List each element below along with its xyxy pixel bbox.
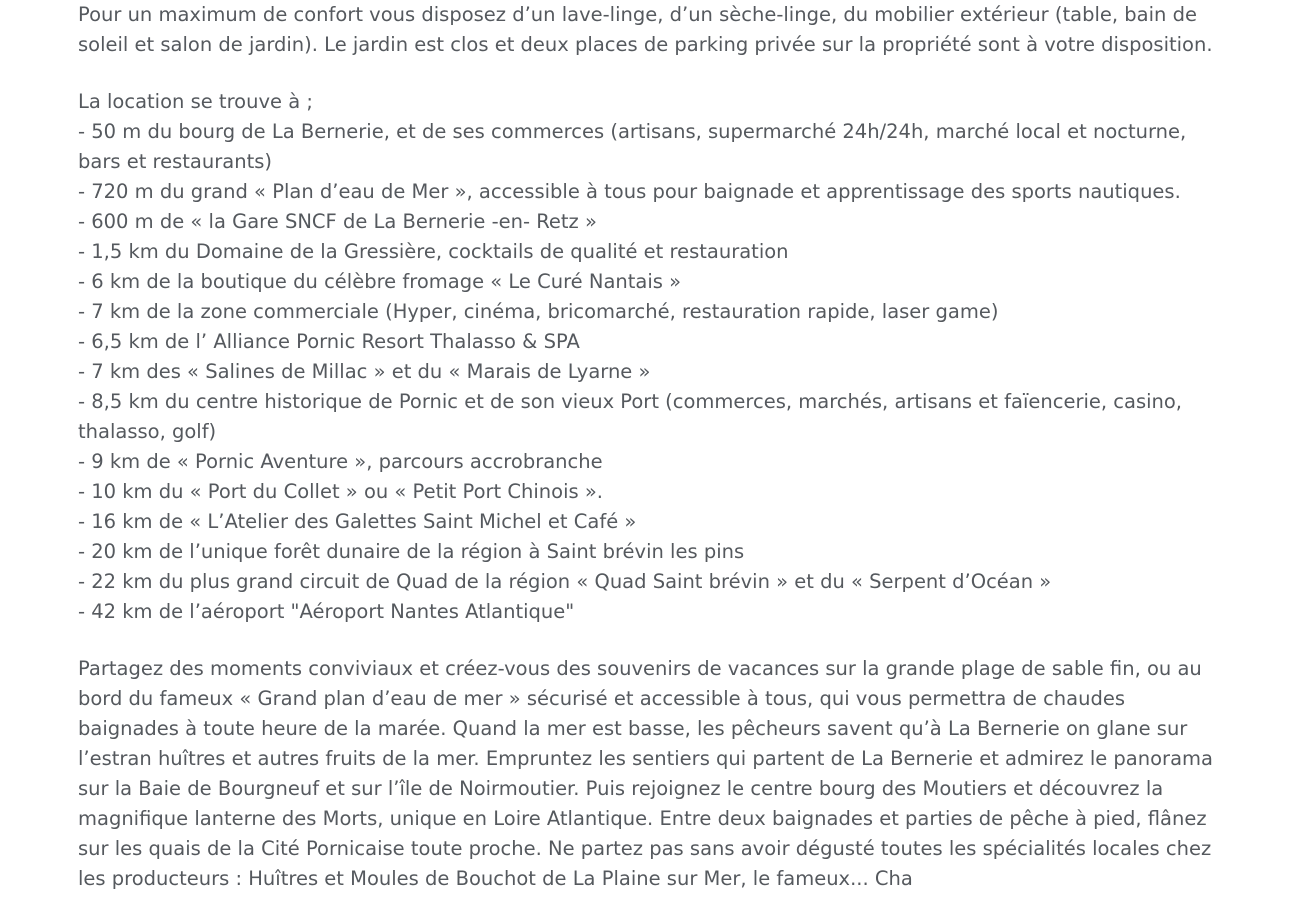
intro-text: Pour un maximum de confort vous disposez d’un lave-linge, d’un sèche-linge, du mobilier extérieur (table, bain de soleil et salon de jardin). Le jardin est clos et deux places de parking privée sur la propriété sont à votre disposition. (78, 3, 1213, 56)
location-item: - 16 km de « L’Atelier des Galettes Saint Michel et Café » (78, 510, 637, 533)
location-item: - 1,5 km du Domaine de la Gressière, cocktails de qualité et restauration (78, 240, 789, 263)
location-item: - 6,5 km de l’ Alliance Pornic Resort Thalasso & SPA (78, 330, 580, 353)
outro-text: Partagez des moments conviviaux et créez-vous des souvenirs de vacances sur la grande plage de sable fin, ou au bord du fameux « Grand plan d’eau de mer » sécurisé et accessible à tous, qui vous permettra de chaudes baignades à toute heure de la marée. Quand la mer est basse, les pêcheurs savent qu’à La Bernerie on glane sur l’estran huîtres et autres fruits de la mer. Empruntez les sentiers qui partent de La Bernerie et admirez le panorama sur la Baie de Bourgneuf et sur l’île de Noirmoutier. Puis rejoignez le centre bourg des Moutiers et découvrez la magnifique lanterne des Morts, unique en Loire Atlantique. Entre deux baignades et parties de pêche à pied, flânez sur les quais de la Cité Pornicaise toute proche. Ne partez pas sans avoir dégusté toutes les (78, 657, 1213, 860)
location-item: - 7 km de la zone commerciale (Hyper, cinéma, bricomarché, restauration rapide, laser game) (78, 300, 999, 323)
outro-paragraph (78, 654, 1222, 894)
location-item: - 7 km des « Salines de Millac » et du « Marais de Lyarne » (78, 360, 651, 383)
location-item: - 50 m du bourg de La Bernerie, et de ses commerces (artisans, supermarché 24h/24h, marché local et nocturne, bars et restaurants) (78, 120, 1187, 173)
location-heading: La location se trouve à ; (78, 90, 313, 113)
location-item: - 600 m de « la Gare SNCF de La Bernerie -en- Retz » (78, 210, 597, 233)
location-item: - 20 km de l’unique forêt dunaire de la région à Saint brévin les pins (78, 540, 745, 563)
location-item: - 42 km de l’aéroport "Aéroport Nantes Atlantique" (78, 600, 575, 623)
intro-paragraph (78, 0, 1222, 60)
location-item: - 22 km du plus grand circuit de Quad de la région « Quad Saint brévin » et du « Serpent d’Océan » (78, 570, 1052, 593)
location-item: - 8,5 km du centre historique de Pornic et de son vieux Port (commerces, marchés, artisans et faïencerie, casino, thalasso, golf) (78, 390, 1183, 443)
location-item: - 6 km de la boutique du célèbre fromage « Le Curé Nantais » (78, 270, 682, 293)
location-list (78, 87, 1222, 627)
outro-clipped-text: spécialités locales chez les producteurs : Huîtres et Moules de Bouchot de La Plaine sur Mer, le fameux... Cha (78, 837, 1212, 890)
location-item: - 720 m du grand « Plan d’eau de Mer », accessible à tous pour baignade et apprentissage des sports nautiques. (78, 180, 1181, 203)
location-item: - 9 km de « Pornic Aventure », parcours accrobranche (78, 450, 603, 473)
location-item: - 10 km du « Port du Collet » ou « Petit Port Chinois ». (78, 480, 603, 503)
